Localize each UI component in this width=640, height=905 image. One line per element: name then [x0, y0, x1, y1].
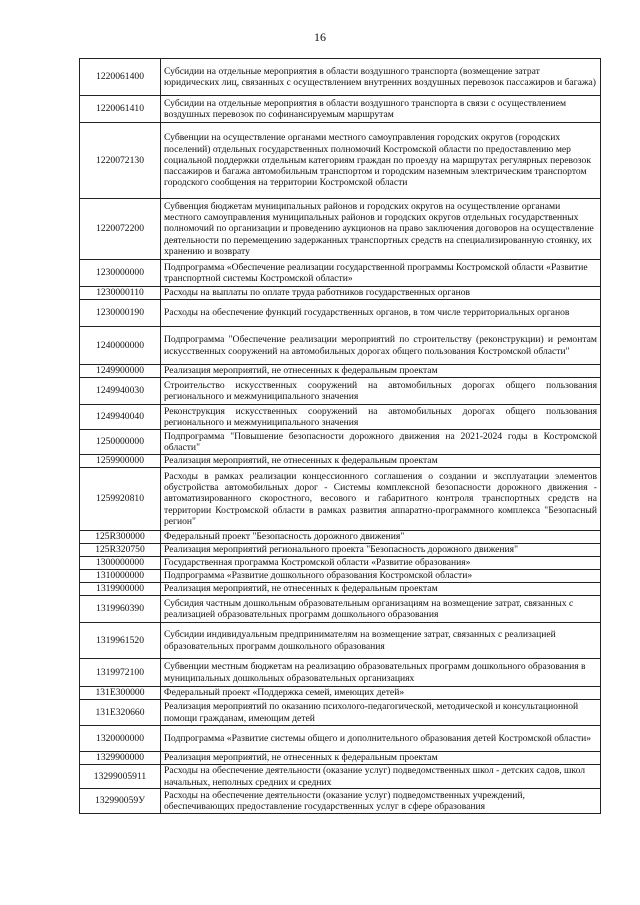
table-row [80, 570, 601, 583]
table-row [80, 365, 601, 378]
row-code: 125R300000 [80, 531, 161, 544]
table-row [80, 544, 601, 557]
table-row [80, 623, 601, 659]
row-code: 125R320750 [80, 544, 161, 557]
row-code: 1220061400 [80, 59, 161, 96]
row-description: Расходы на обеспечение деятельности (оказание услуг) подведомственных школ - детских садов, школ начальных, неполных средних и средних [161, 765, 601, 789]
row-code: 1329900000 [80, 752, 161, 765]
row-code: 13299005911 [80, 765, 161, 789]
row-code: 1249940030 [80, 378, 161, 405]
table-row [80, 300, 601, 327]
row-description: Расходы в рамках реализации концессионного соглашения о создании и эксплуатации элементов обустройства автомобильных дорог - Системы комплексной безопасности дорожного движения - автоматизированного скоростного, весового и габаритного контроля транспортных средств на территории Костромской области в рамках развития аппаратно-программного комплекса "Безопасный регион" [161, 468, 601, 531]
row-code: 1300000000 [80, 557, 161, 570]
table-row [80, 726, 601, 752]
row-code: 132990059У [80, 789, 161, 814]
table-row [80, 96, 601, 123]
row-code: 1240000000 [80, 327, 161, 365]
table-row [80, 199, 601, 260]
table-row [80, 700, 601, 726]
row-description: Реализация мероприятий, не отнесенных к федеральным проектам [161, 583, 601, 596]
page-number: 16 [314, 30, 326, 44]
row-code: 1249900000 [80, 365, 161, 378]
row-code: 1230000110 [80, 287, 161, 300]
table-row [80, 327, 601, 365]
row-code: 1230000190 [80, 300, 161, 327]
row-description: Субвенции местным бюджетам на реализацию образовательных программ дошкольного образования в муниципальных дошкольных образовательных организациях [161, 659, 601, 687]
table-row [80, 123, 601, 199]
row-description: Расходы на выплаты по оплате труда работников государственных органов [161, 287, 601, 300]
table-row [80, 659, 601, 687]
row-description: Реализация мероприятий, не отнесенных к федеральным проектам [161, 752, 601, 765]
row-description: Реализация мероприятий, не отнесенных к федеральным проектам [161, 455, 601, 468]
budget-code-table [79, 58, 601, 814]
table-row [80, 752, 601, 765]
table-row [80, 455, 601, 468]
row-description: Федеральный проект "Безопасность дорожного движения" [161, 531, 601, 544]
row-description: Реализация мероприятий, не отнесенных к федеральным проектам [161, 365, 601, 378]
row-code: 1310000000 [80, 570, 161, 583]
row-description: Расходы на обеспечение функций государственных органов, в том числе территориальных органов [161, 300, 601, 327]
row-code: 1319960390 [80, 596, 161, 623]
row-description: Подпрограмма «Развитие системы общего и дополнительного образования детей Костромской области» [161, 726, 601, 752]
row-description: Субсидии индивидуальным предпринимателям на возмещение затрат, связанных с реализацией образовательных программ дошкольного образования [161, 623, 601, 659]
row-description: Реализация мероприятий по оказанию психолого-педагогической, методической и консультационной помощи гражданам, имеющим детей [161, 700, 601, 726]
row-description: Подпрограмма «Обеспечение реализации государственной программы Костромской области «Развитие транспортной системы Костромской области» [161, 260, 601, 287]
row-code: 1320000000 [80, 726, 161, 752]
row-description: Строительство искусственных сооружений на автомобильных дорогах общего пользования регионального и межмуниципального значения [161, 378, 601, 405]
table-row [80, 765, 601, 789]
table-row [80, 378, 601, 405]
table-row [80, 260, 601, 287]
row-description: Реконструкция искусственных сооружений на автомобильных дорогах общего пользования регионального и межмуниципального значения [161, 405, 601, 430]
row-description: Субвенция бюджетам муниципальных районов и городских округов на осуществление органами местного самоуправления муниципальных районов и городских округов отдельных государственных полномочий по организации и проведению аукционов на право заключения договоров на осуществление деятельности по перемещению задержанных транспортных средств на специализированную стоянку, их хранению и возврату [161, 199, 601, 260]
row-description: Государственная программа Костромской области «Развитие образования» [161, 557, 601, 570]
table-row [80, 468, 601, 531]
row-code: 1220072130 [80, 123, 161, 199]
row-description: Расходы на обеспечение деятельности (оказание услуг) подведомственных учреждений, обеспечивающих предоставление государственных услуг в сфере образования [161, 789, 601, 814]
table-row [80, 287, 601, 300]
row-description: Субсидия частным дошкольным образовательным организациям на возмещение затрат, связанных с реализацией образовательных программ дошкольного образования [161, 596, 601, 623]
row-description: Субсидии на отдельные мероприятия в области воздушного транспорта (возмещение затрат юридических лиц, связанных с осуществлением внутренних воздушных перевозок пассажиров и багажа) [161, 59, 601, 96]
table-row [80, 531, 601, 544]
row-code: 1220061410 [80, 96, 161, 123]
row-code: 1259900000 [80, 455, 161, 468]
row-code: 1249940040 [80, 405, 161, 430]
row-code: 131E320660 [80, 700, 161, 726]
table-row [80, 557, 601, 570]
row-description: Подпрограмма "Повышение безопасности дорожного движения на 2021-2024 годы в Костромской области" [161, 430, 601, 455]
table-row [80, 59, 601, 96]
table-row [80, 430, 601, 455]
row-code: 1319961520 [80, 623, 161, 659]
row-description: Субсидии на отдельные мероприятия в области воздушного транспорта в связи с осуществлением воздушных перевозок по софинансируемым маршрутам [161, 96, 601, 123]
row-code: 1230000000 [80, 260, 161, 287]
table-row [80, 596, 601, 623]
table-row [80, 405, 601, 430]
row-code: 1319972100 [80, 659, 161, 687]
row-description: Реализация мероприятий регионального проекта "Безопасность дорожного движения" [161, 544, 601, 557]
table-row [80, 687, 601, 700]
row-code: 1250000000 [80, 430, 161, 455]
row-description: Подпрограмма "Обеспечение реализации мероприятий по строительству (реконструкции) и ремонтам искусственных сооружений на автомобильных дорогах общего пользования Костромской области" [161, 327, 601, 365]
row-description: Подпрограмма «Развитие дошкольного образования Костромской области» [161, 570, 601, 583]
row-code: 1319900000 [80, 583, 161, 596]
row-description: Субвенции на осуществление органами местного самоуправления городских округов (городских поселений) отдельных государственных полномочий Костромской области по предоставлению мер социальной поддержки отдельным категориям граждан по проезду на маршрутах регулярных перевозок пассажиров и багажа автомобильным транспортом и городским наземным электрическим транспортом городского сообщения на территории Костромской области [161, 123, 601, 199]
table-row [80, 583, 601, 596]
row-description: Федеральный проект «Поддержка семей, имеющих детей» [161, 687, 601, 700]
row-code: 131E300000 [80, 687, 161, 700]
table-row [80, 789, 601, 814]
row-code: 1220072200 [80, 199, 161, 260]
table-body [80, 59, 601, 814]
row-code: 1259920810 [80, 468, 161, 531]
